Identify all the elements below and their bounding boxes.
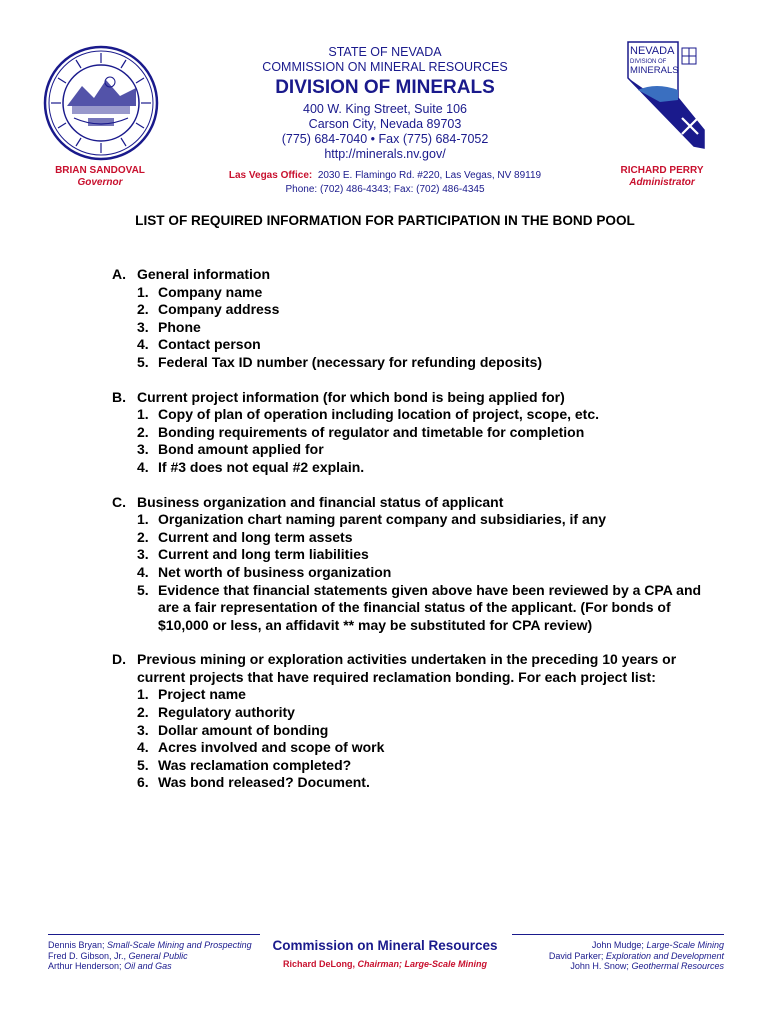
- item-number: 5.: [137, 353, 149, 370]
- las-vegas-office: [210, 169, 560, 197]
- administrator-block: [606, 165, 718, 189]
- item-number: 4.: [137, 563, 149, 580]
- item-number: 4.: [137, 739, 149, 756]
- member-entry: John Mudge; Large-Scale Mining: [591, 940, 724, 950]
- item-text: Organization chart naming parent company and subsidiaries, if any: [158, 511, 607, 528]
- nevada-state-seal-icon: [42, 44, 160, 162]
- logo-line-2: DIVISION OF: [630, 59, 667, 65]
- member-entry: Arthur Henderson; Oil and Gas: [48, 961, 172, 972]
- item-number: 2.: [137, 704, 149, 721]
- item-text: Bond amount applied for: [158, 441, 324, 458]
- item-text: Dollar amount of bonding: [158, 721, 329, 738]
- list-item: [137, 441, 702, 459]
- section-letter: D.: [112, 651, 126, 668]
- item-number: 3.: [137, 318, 149, 335]
- item-number: 3.: [137, 546, 149, 563]
- lv-office-address: 2030 E. Flamingo Rd. #220, Las Vegas, NV 89119: [317, 170, 542, 181]
- governor-name: BRIAN SANDOVAL: [55, 165, 145, 176]
- list-item: [137, 739, 702, 757]
- document-title: LIST OF REQUIRED INFORMATION FOR PARTICIPATION IN THE BOND POOL: [135, 213, 635, 228]
- item-number: 2.: [137, 301, 149, 318]
- footer-left-members: [48, 940, 268, 972]
- list-item: [137, 722, 702, 740]
- list-item: [137, 336, 702, 354]
- list-item: [137, 459, 702, 477]
- division-title: DIVISION OF MINERALS: [275, 77, 495, 98]
- state-name: STATE OF NEVADA: [328, 45, 442, 59]
- lv-office-phone: Phone: (702) 486-4343; Fax: (702) 486-4345: [285, 184, 485, 195]
- item-text: Copy of plan of operation including location of project, scope, etc.: [158, 406, 600, 423]
- item-text: Was bond released? Document.: [158, 774, 370, 791]
- list-item: [137, 319, 702, 337]
- item-number: 2.: [137, 528, 149, 545]
- division-of-minerals-logo-icon: [608, 40, 708, 150]
- section-b: [112, 389, 702, 477]
- member-entry: David Parker; Exploration and Development: [548, 950, 724, 961]
- item-text: Phone: [158, 318, 201, 335]
- item-number: 3.: [137, 441, 149, 458]
- item-number: 6.: [137, 774, 149, 791]
- commission-name: COMMISSION ON MINERAL RESOURCES: [262, 60, 508, 74]
- section-heading: Previous mining or exploration activities undertaken in the preceding 10 years or current projects that have required reclamation bonding. For each project list:: [137, 651, 677, 685]
- list-item: [137, 284, 702, 302]
- logo-line-1: NEVADA: [630, 45, 675, 57]
- item-text: Acres involved and scope of work: [158, 739, 385, 756]
- list-item: [137, 511, 702, 529]
- item-number: 4.: [137, 458, 149, 475]
- commission-title: Commission on Mineral Resources: [272, 938, 498, 953]
- item-number: 5.: [137, 756, 149, 773]
- item-text: Bonding requirements of regulator and timetable for completion: [158, 423, 585, 440]
- section-a: [112, 266, 702, 372]
- governor-block: [44, 165, 156, 189]
- requirements-list: [112, 266, 702, 809]
- list-item: [137, 354, 702, 372]
- footer-center: [262, 937, 508, 969]
- governor-role: Governor: [77, 177, 123, 188]
- item-text: Company name: [158, 283, 263, 300]
- item-text: Company address: [158, 301, 280, 318]
- list-item: [137, 406, 702, 424]
- item-number: 5.: [137, 581, 149, 598]
- list-item: [137, 529, 702, 547]
- item-text: Federal Tax ID number (necessary for refunding deposits): [158, 353, 543, 370]
- item-number: 1.: [137, 283, 149, 300]
- member-entry: John H. Snow; Geothermal Resources: [570, 961, 724, 972]
- section-letter: A.: [112, 266, 126, 282]
- section-heading: Current project information (for which bond is being applied for): [137, 388, 565, 405]
- section-d: [112, 651, 702, 792]
- item-number: 3.: [137, 721, 149, 738]
- address-line-2: Carson City, Nevada 89703: [308, 117, 462, 131]
- section-letter: C.: [112, 493, 126, 510]
- item-text: Current and long term assets: [158, 528, 353, 545]
- item-text: Current and long term liabilities: [158, 546, 369, 563]
- list-item: [137, 757, 702, 775]
- address-line-1: 400 W. King Street, Suite 106: [303, 102, 467, 116]
- list-item: [137, 704, 702, 722]
- administrator-role: Administrator: [629, 177, 695, 188]
- list-item: [137, 582, 702, 635]
- section-heading: Business organization and financial status of applicant: [137, 493, 504, 510]
- footer-rule-left: [48, 934, 260, 935]
- item-text: Contact person: [158, 336, 261, 353]
- item-text: Was reclamation completed?: [158, 756, 352, 773]
- item-number: 2.: [137, 423, 149, 440]
- member-entry: Fred D. Gibson, Jr., General Public: [48, 950, 188, 961]
- section-letter: B.: [112, 388, 126, 405]
- letterhead: [230, 45, 540, 162]
- item-text: Net worth of business organization: [158, 563, 392, 580]
- website-url: http://minerals.nv.gov/: [324, 147, 446, 161]
- section-c: [112, 494, 702, 635]
- item-number: 4.: [137, 336, 149, 353]
- item-text: Project name: [158, 686, 246, 703]
- item-number: 1.: [137, 406, 149, 423]
- footer-right-members: [512, 940, 724, 972]
- list-item: [137, 686, 702, 704]
- administrator-name: RICHARD PERRY: [620, 165, 704, 176]
- item-text: If #3 does not equal #2 explain.: [158, 458, 365, 475]
- item-text: Evidence that financial statements given above have been reviewed by a CPA and are a fair representation of the financial status of the applicant. (For bonds of $10,000 or less, an affidavit ** may be substituted for CPA review): [158, 581, 702, 633]
- list-item: [137, 774, 702, 792]
- lv-office-label: Las Vegas Office:: [228, 170, 313, 181]
- list-item: [137, 564, 702, 582]
- list-item: [137, 546, 702, 564]
- item-text: Regulatory authority: [158, 704, 295, 721]
- item-number: 1.: [137, 686, 149, 703]
- logo-line-3: MINERALS: [630, 65, 679, 76]
- member-entry: Dennis Bryan; Small-Scale Mining and Prospecting: [48, 940, 252, 950]
- list-item: [137, 424, 702, 442]
- item-number: 1.: [137, 511, 149, 528]
- section-heading: General information: [137, 266, 271, 282]
- list-item: [137, 301, 702, 319]
- footer-rule-right: [512, 934, 724, 935]
- chairman-entry: Richard DeLong, Chairman; Large-Scale Mining: [282, 959, 488, 969]
- phone-fax: (775) 684-7040 • Fax (775) 684-7052: [281, 132, 489, 146]
